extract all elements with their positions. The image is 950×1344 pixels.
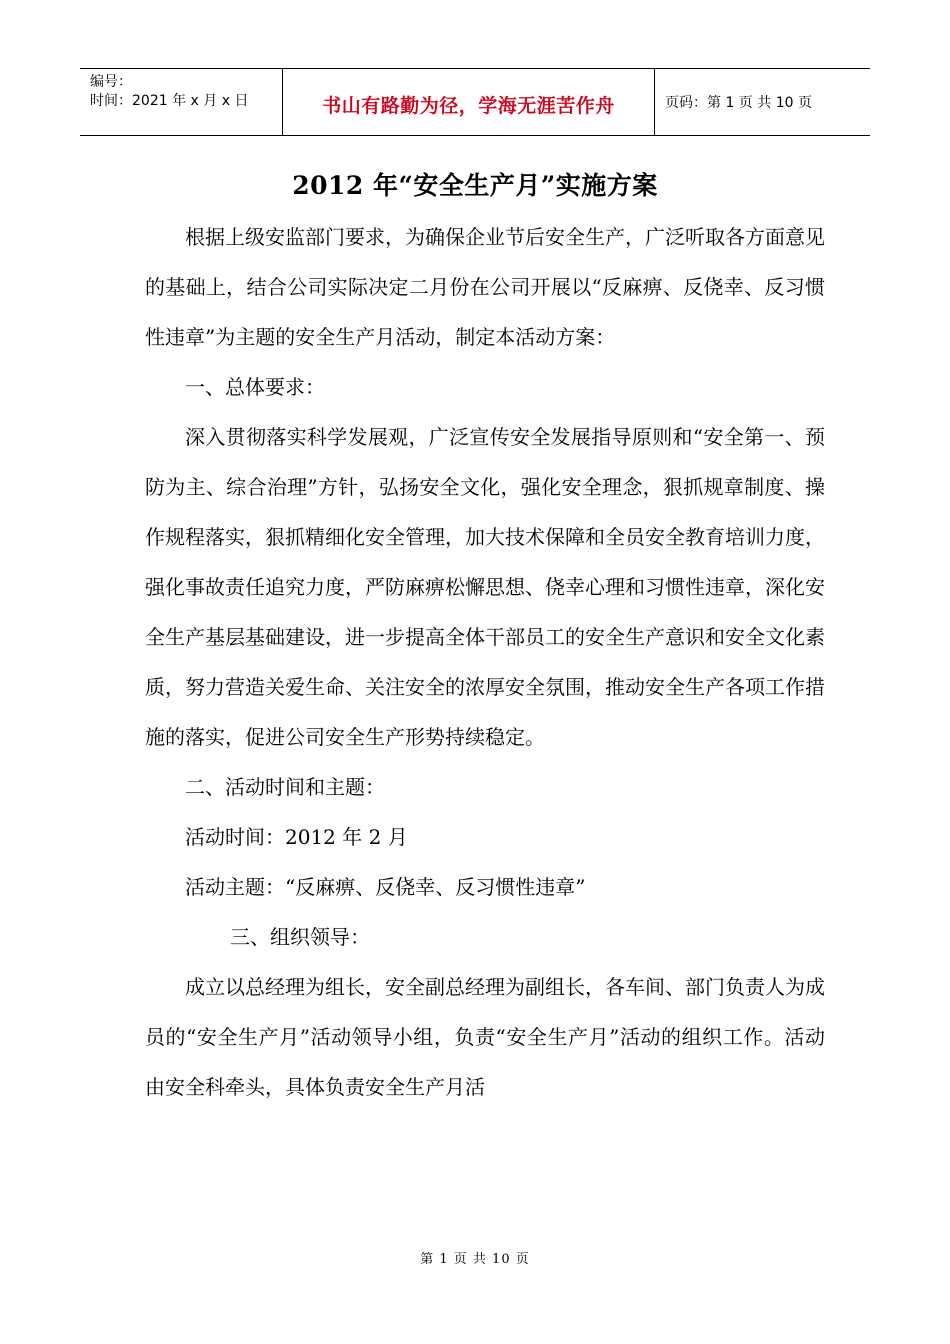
header-page-info: 页码：第 1 页 共 10 页 bbox=[665, 95, 812, 111]
header-page-cell bbox=[655, 69, 870, 135]
section-heading-organization: 三、组织领导： bbox=[230, 925, 370, 949]
paragraph-activity-theme: 活动主题：“反麻痹、反侥幸、反习惯性违章” bbox=[185, 875, 586, 899]
document-number-label: 编号： bbox=[90, 74, 132, 90]
page-footer: 第 1 页 共 10 页 bbox=[420, 1252, 530, 1267]
paragraph-intro: 根据上级安监部门要求，为确保企业节后安全生产，广泛听取各方面意见的基础上，结合公司实际决定二月份在公司开展以“反麻痹、反侥幸、反习惯性违章”为主题的安全生产月活动，制定本活动方案： bbox=[145, 225, 825, 349]
paragraph-organization: 成立以总经理为组长，安全副总经理为副组长，各车间、部门负责人为成员的“安全生产月”活动领导小组，负责“安全生产月”活动的组织工作。活动由安全科牵头，具体负责安全生产月活 bbox=[145, 975, 825, 1099]
header-meta-cell bbox=[80, 69, 283, 135]
document-body bbox=[145, 212, 825, 1112]
document-time-label: 时间：2021 年 x 月 x 日 bbox=[90, 93, 249, 109]
section-heading-general-requirements: 一、总体要求： bbox=[185, 375, 325, 399]
paragraph-general-requirements: 深入贯彻落实科学发展观，广泛宣传安全发展指导原则和“安全第一、预防为主、综合治理”方针，弘扬安全文化，强化安全理念，狠抓规章制度、操作规程落实，狠抓精细化安全管理，加大技术保障和全员安全教育培训力度，强化事故责任追究力度，严防麻痹松懈思想、侥幸心理和习惯性违章，深化安全生产基层基础建设，进一步提高全体干部员工的安全生产意识和安全文化素质，努力营造关爱生命、关注安全的浓厚安全氛围，推动安全生产各项工作措施的落实，促进公司安全生产形势持续稳定。 bbox=[145, 425, 825, 749]
header-motto: 书山有路勤为径，学海无涯苦作舟 bbox=[322, 94, 615, 117]
header-motto-cell bbox=[283, 69, 655, 135]
section-heading-time-and-theme: 二、活动时间和主题： bbox=[185, 775, 385, 799]
document-header bbox=[80, 68, 870, 136]
paragraph-activity-time: 活动时间：2012 年 2 月 bbox=[185, 825, 408, 849]
document-title: 2012 年“安全生产月”实施方案 bbox=[292, 171, 658, 200]
